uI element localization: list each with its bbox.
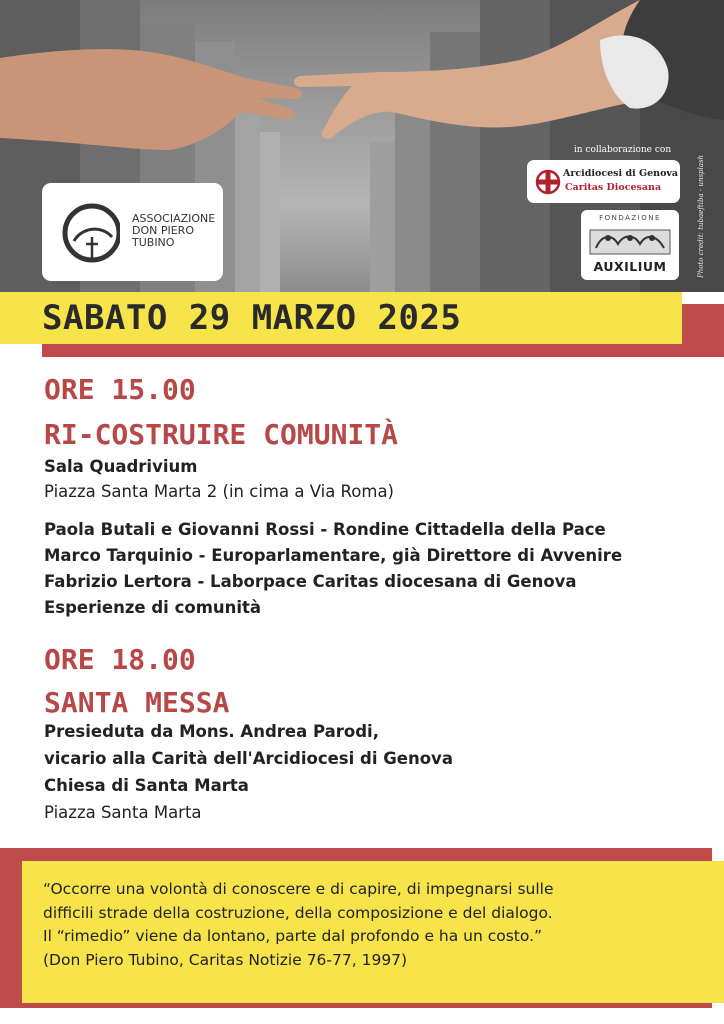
- collaboration-label: in collaborazione con: [573, 145, 672, 155]
- quote-line: difficili strade della costruzione, della composizione e del dialogo.: [43, 903, 553, 922]
- association-logo-mark: [60, 197, 120, 267]
- event-1-title: RI-COSTRUIRE COMUNITÀ: [44, 418, 399, 451]
- quote-line: “Occorre una volontà di conoscere e di capire, di impegnarsi sulle: [43, 880, 554, 898]
- quote-attribution: (Don Piero Tubino, Caritas Notizie 76-77, 1997): [43, 950, 408, 969]
- auxilium-name: AUXILIUM: [593, 259, 667, 274]
- event-1-speaker: Fabrizio Lertora - Laborpace Caritas diocesana di Genova: [44, 572, 577, 591]
- event-2-presided: vicario alla Carità dell'Arcidiocesi di Genova: [44, 749, 453, 768]
- event-2-address: Piazza Santa Marta: [44, 803, 202, 822]
- photo-credit: Photo credit: tubaeftiba - unsplash: [697, 154, 705, 278]
- event-1-venue: Sala Quadrivium: [44, 457, 198, 476]
- caritas-name: Arcidiocesi di Genova: [563, 168, 679, 179]
- hero-photo: [0, 0, 724, 292]
- caritas-logo-card: [527, 160, 680, 203]
- auxilium-emblem-icon: [588, 224, 672, 258]
- event-1-time: ORE 15.00: [44, 373, 196, 406]
- event-1-speaker: Esperienze di comunità: [44, 598, 262, 617]
- caritas-subname: Caritas Diocesana: [565, 182, 662, 193]
- event-2-venue: Chiesa di Santa Marta: [44, 776, 249, 795]
- event-2-presided: Presieduta da Mons. Andrea Parodi,: [44, 722, 379, 741]
- event-2-time: ORE 18.00: [44, 643, 196, 676]
- auxilium-logo-card: [581, 210, 679, 280]
- caritas-cross-icon: [533, 167, 563, 197]
- event-1-speaker: Marco Tarquinio - Europarlamentare, già Direttore di Avvenire: [44, 546, 623, 565]
- association-logo-card: [42, 183, 223, 281]
- auxilium-foundation-label: FONDAZIONE: [599, 214, 661, 222]
- quote-line: Il “rimedio” viene da lontano, parte dal profondo e ha un costo.”: [43, 927, 543, 945]
- event-1-address: Piazza Santa Marta 2 (in cima a Via Roma): [44, 482, 394, 501]
- association-logo-text: ASSOCIAZIONE DON PIERO TUBINO: [132, 212, 216, 249]
- event-2-title: SANTA MESSA: [44, 686, 230, 719]
- quote-text: [43, 878, 554, 972]
- event-1-speaker: Paola Butali e Giovanni Rossi - Rondine Cittadella della Pace: [44, 520, 606, 539]
- event-date: SABATO 29 MARZO 2025: [42, 298, 462, 338]
